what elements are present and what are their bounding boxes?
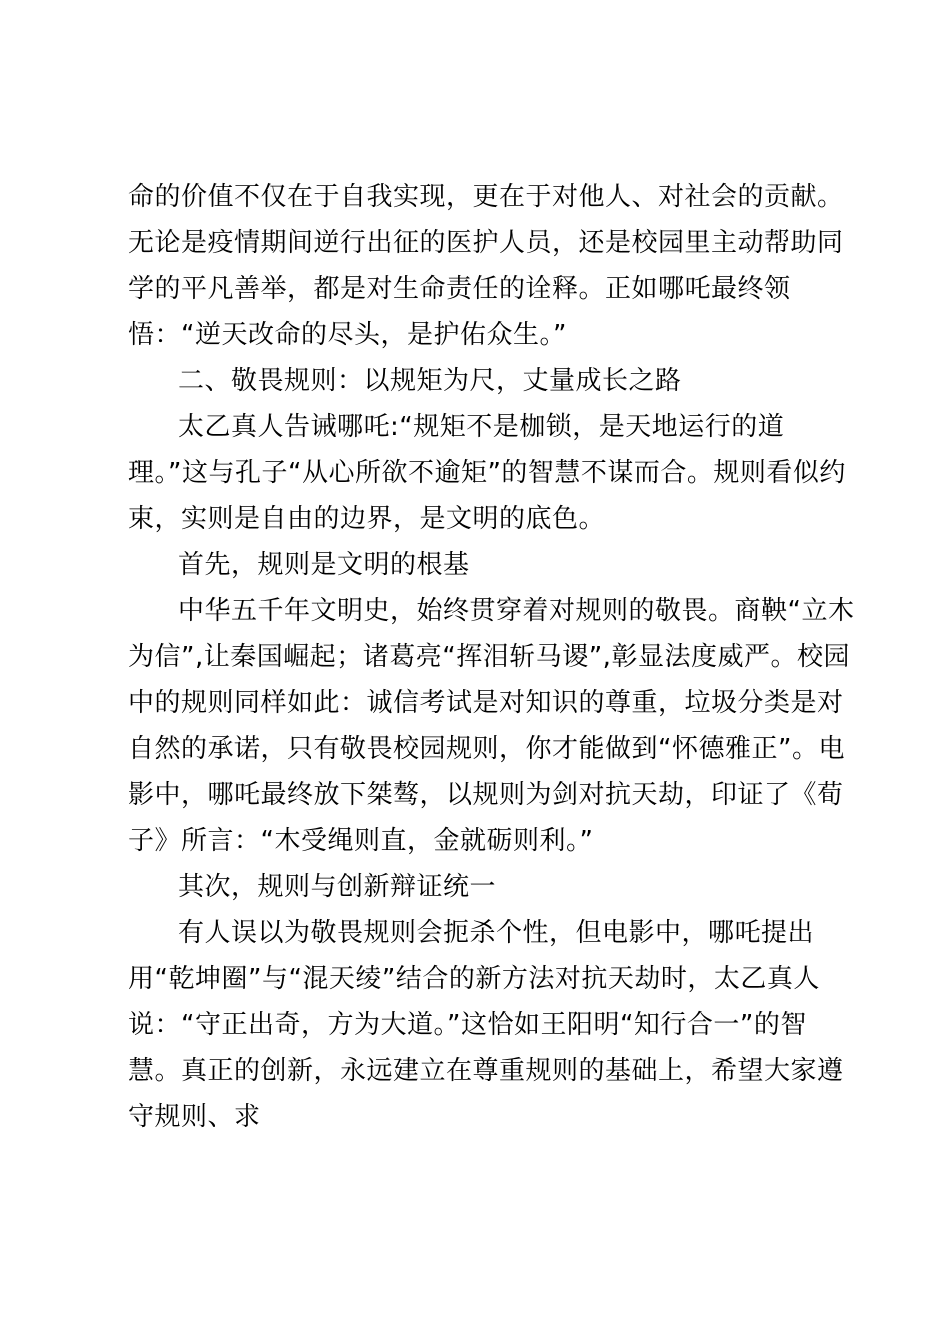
paragraph-line: 命的价值不仅在于自我实现，更在于对他人、对社会的贡献。	[128, 182, 844, 212]
paragraph-line: 悟：“逆天改命的尽头，是护佑众生。”	[128, 320, 567, 350]
paragraph-line: 慧。真正的创新，永远建立在尊重规则的基础上，希望大家遵	[128, 1056, 844, 1086]
paragraph-line: 守规则、求	[128, 1102, 261, 1132]
paragraph-line: 影中，哪吒最终放下桀骜，以规则为剑对抗天劫，印证了《荀	[128, 780, 844, 810]
paragraph-line: 子》所言：“木受绳则直，金就砺则利。”	[128, 826, 594, 856]
paragraph-line: 无论是疫情期间逆行出征的医护人员，还是校园里主动帮助同	[128, 228, 844, 258]
subsection-heading: 首先，规则是文明的根基	[178, 550, 470, 580]
paragraph-line: 有人误以为敬畏规则会扼杀个性，但电影中，哪吒提出	[178, 918, 815, 948]
paragraph-line: 自然的承诺，只有敬畏校园规则，你才能做到“怀德雅正”。电	[128, 734, 845, 764]
section-heading: 二、敬畏规则：以规矩为尺，丈量成长之路	[178, 366, 682, 396]
paragraph-line: 中华五千年文明史，始终贯穿着对规则的敬畏。商鞅“立木	[178, 596, 855, 626]
subsection-heading: 其次，规则与创新辩证统一	[178, 872, 497, 902]
paragraph-line: 中的规则同样如此：诚信考试是对知识的尊重，垃圾分类是对	[128, 688, 844, 718]
paragraph-line: 太乙真人告诫哪吒:“规矩不是枷锁，是天地运行的道	[178, 412, 785, 442]
paragraph-line: 为信”,让秦国崛起；诸葛亮“挥泪斩马谡”,彰显法度威严。校园	[128, 642, 850, 672]
paragraph-line: 学的平凡善举，都是对生命责任的诠释。正如哪吒最终领	[128, 274, 791, 304]
paragraph-line: 理。”这与孔子“从心所欲不逾矩”的智慧不谋而合。规则看似约	[128, 458, 846, 488]
paragraph-line: 用“乾坤圈”与“混天绫”结合的新方法对抗天劫时，太乙真人	[128, 964, 820, 994]
paragraph-line: 说：“守正出奇，方为大道。”这恰如王阳明“知行合一”的智	[128, 1010, 807, 1040]
paragraph-line: 束，实则是自由的边界，是文明的底色。	[128, 504, 606, 534]
